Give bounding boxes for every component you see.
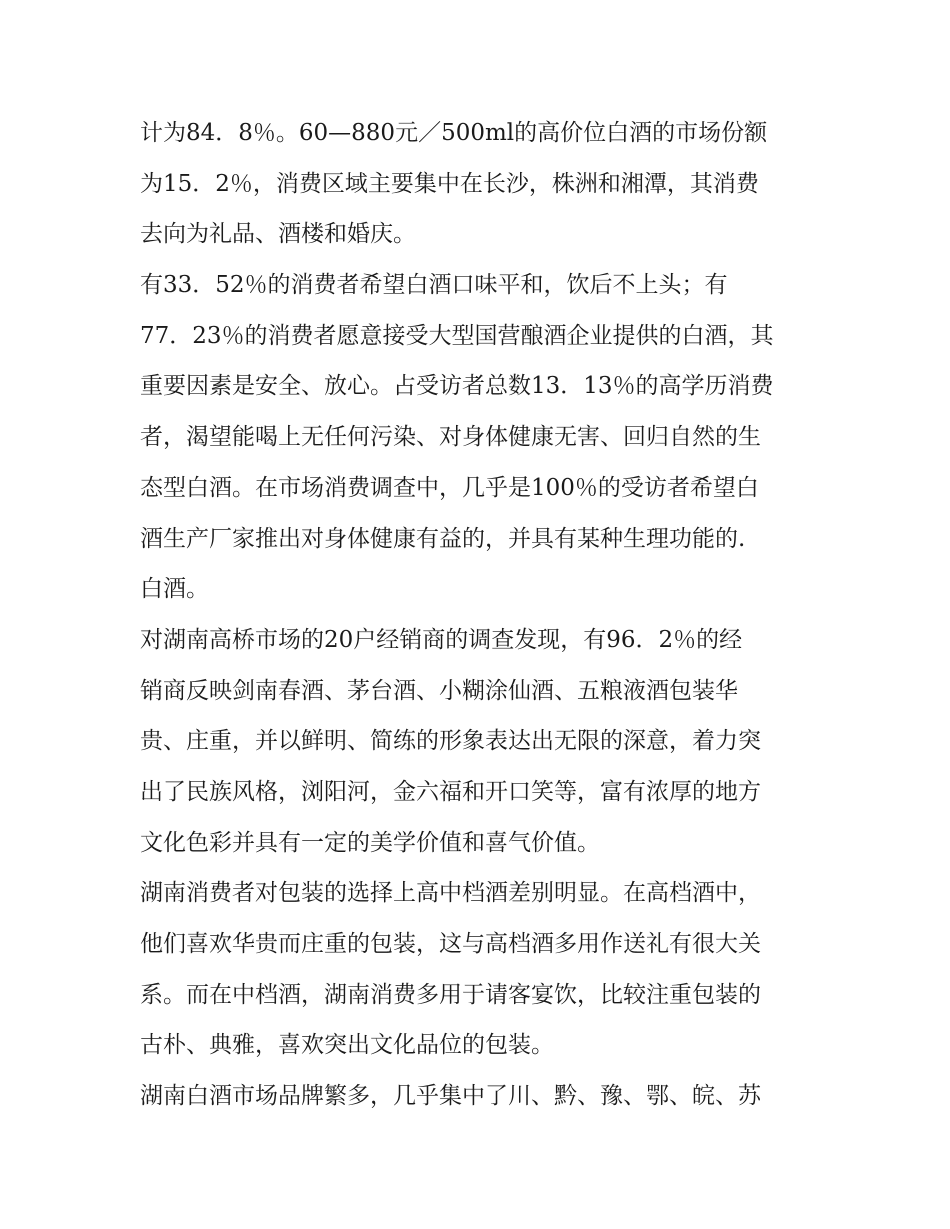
text-line: 态型白酒。在市场消费调查中，几乎是100％的受访者希望白 [140,474,759,501]
text-line: 者，渴望能喝上无任何污染、对身体健康无害、回归自然的生 [140,424,761,451]
text-line: 白酒。 [140,576,209,603]
text-line: 对湖南高桥市场的20户经销商的调查发现，有96．2％的经 [140,626,743,653]
text-line: 湖南消费者对包装的选择上高中档酒差别明显。在高档酒中， [140,880,761,907]
text-line: 湖南白酒市场品牌繁多，几乎集中了川、黔、豫、鄂、皖、苏 [140,1083,761,1110]
text-line: 出了民族风格，浏阳河，金六福和开口笑等，富有浓厚的地方 [140,778,761,805]
text-line: 贵、庄重，并以鲜明、简练的形象表达出无限的深意，着力突 [140,728,761,755]
body-text [140,108,820,1122]
text-line: 计为84．8％。60—880元／500ml的高价位白酒的市场份额 [140,120,768,146]
text-line: 有33．52％的消费者希望白酒口味平和，饮后不上头；有 [140,272,728,299]
text-line: 古朴、典雅，喜欢突出文化品位的包装。 [140,1032,554,1059]
text-line: 酒生产厂家推出对身体健康有益的，并具有某种生理功能的. [140,525,746,552]
text-line: 销商反映剑南春酒、茅台酒、小糊涂仙酒、五粮液酒包装华 [140,677,738,704]
text-line: 去向为礼品、酒楼和婚庆。 [140,221,416,248]
text-line: 重要因素是安全、放心。占受访者总数13．13％的高学历消费 [140,373,774,400]
text-line: 77．23％的消费者愿意接受大型国营酿酒企业提供的白酒，其 [140,322,774,349]
text-line: 为15．2％，消费区域主要集中在长沙，株洲和湘潭，其消费 [140,170,759,197]
text-line: 系。而在中档酒，湖南消费多用于请客宴饮，比较注重包装的 [140,981,761,1008]
text-line: 文化色彩并具有一定的美学价值和喜气价值。 [140,829,600,856]
text-line: 他们喜欢华贵而庄重的包装，这与高档酒多用作送礼有很大关 [140,931,761,957]
